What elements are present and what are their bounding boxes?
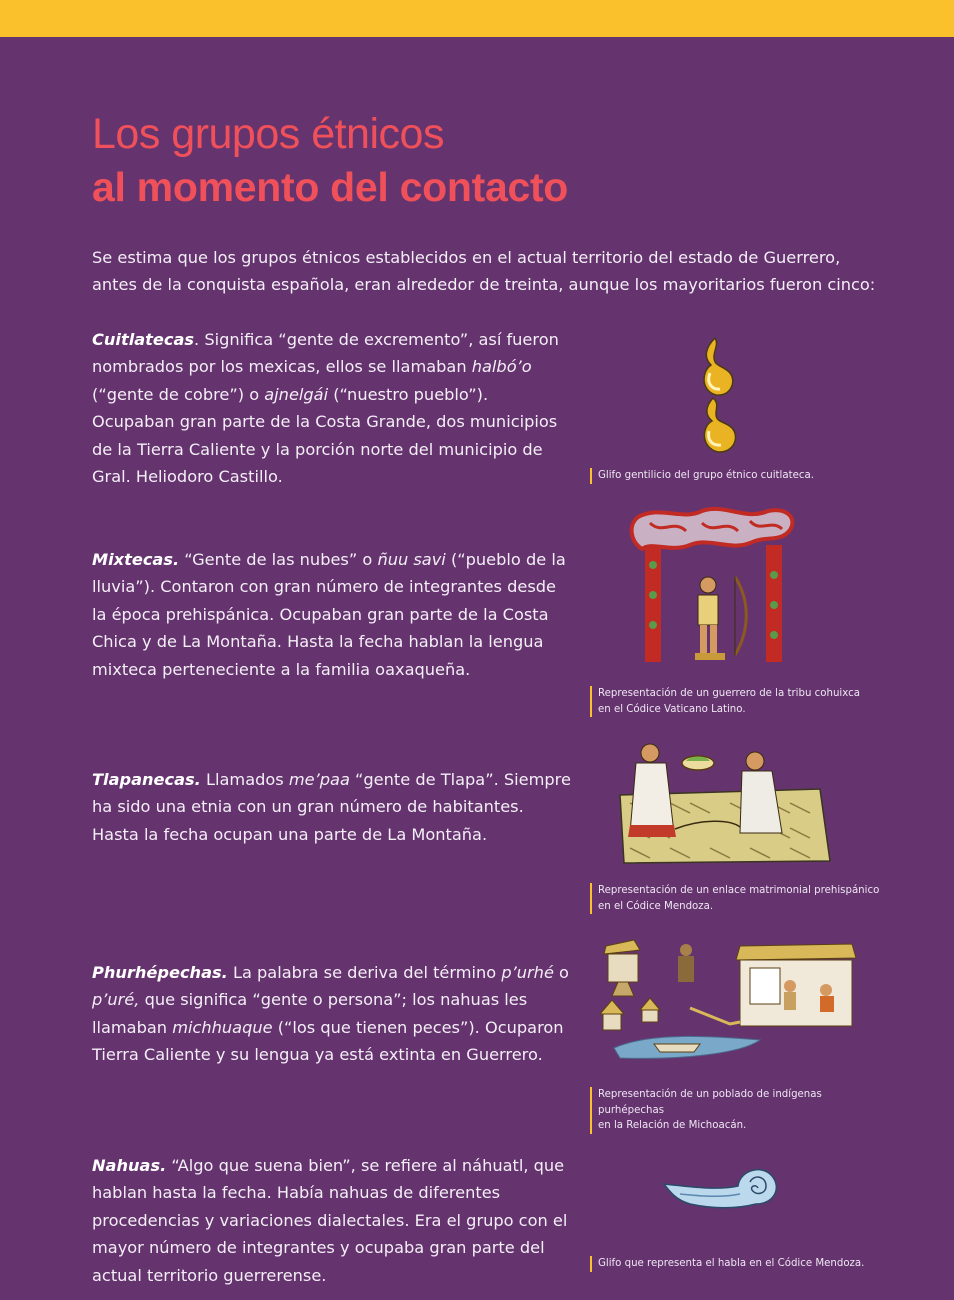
intro-paragraph: Se estima que los grupos étnicos establecidos en el actual territorio del estado de Guerrero, antes de la conquista española, eran alrededor de treinta, aunque los mayoritarios fueron cinco: bbox=[92, 248, 876, 294]
entry-term: halbó’o bbox=[471, 357, 532, 377]
village-codex-illustration bbox=[590, 936, 880, 1071]
entry-text: (“gente de cobre”) o bbox=[92, 384, 265, 404]
entry-text: “gente de Tlapa”. Siempre ha sido una etnia con un gran número de habitantes. Hasta la fecha ocupan una parte de La Montaña. bbox=[92, 770, 571, 844]
entry-text: o bbox=[553, 963, 569, 982]
title-line-1: Los grupos étnicos bbox=[92, 110, 444, 158]
entry-text: (“nuestro pueblo”). Ocupaban gran parte de la Costa Grande, dos municipios de la Tierra Caliente y la porción norte del municipio de Gral. Heliodoro Castillo. bbox=[92, 384, 558, 487]
entry-phurhepechas bbox=[92, 959, 572, 1069]
entry-text: Llamados bbox=[200, 770, 289, 789]
entry-text: (“pueblo de la lluvia”). Contaron con gran número de integrantes desde la época prehispánica. Ocupaban gran parte de la Costa Chica y de La Montaña. Hasta la fecha hablan la lengua mixteca perteneciente a la familia oaxaqueña. bbox=[92, 550, 566, 679]
caption-line: Representación de un guerrero de la tribu cohuixca bbox=[598, 688, 860, 699]
figure-cuitlateca-glyph bbox=[590, 335, 880, 460]
entry-tlapanecas bbox=[92, 766, 572, 848]
entry-text: “Gente de las nubes” o bbox=[179, 550, 378, 569]
entry-text: (“los que tienen peces”). Ocuparon Tierra Caliente y su lengua ya está extinta en Guerrero. bbox=[92, 1017, 564, 1065]
entry-mixtecas bbox=[92, 546, 572, 683]
entry-nahuas bbox=[92, 1152, 572, 1289]
entry-name: Tlapanecas. bbox=[92, 770, 201, 789]
entry-text: La palabra se deriva del término bbox=[227, 963, 502, 982]
entry-name: Phurhépechas. bbox=[92, 963, 228, 982]
entry-term: p’urhé bbox=[501, 963, 554, 982]
caption-nahua: Glifo que representa el habla en el Códice Mendoza. bbox=[590, 1256, 888, 1272]
caption-mixteca bbox=[590, 686, 888, 717]
page-title bbox=[92, 108, 912, 214]
caption-line: en la Relación de Michoacán. bbox=[598, 1120, 747, 1131]
caption-line: Representación de un poblado de indígenas purhépechas bbox=[598, 1089, 822, 1116]
caption-purhepecha bbox=[590, 1087, 888, 1134]
caption-cuitlateca: Glifo gentilicio del grupo étnico cuitlateca. bbox=[590, 468, 888, 484]
entry-term: me’paa bbox=[288, 770, 350, 789]
entry-name: Cuitlatecas bbox=[92, 330, 195, 349]
entry-name: Mixtecas. bbox=[92, 550, 180, 569]
entry-text: . Significa “gente de excremento”, así fueron nombrados por los mexicas, ellos se llamaban bbox=[92, 330, 559, 377]
figure-purhepecha-village bbox=[590, 936, 880, 1071]
marriage-codex-illustration bbox=[590, 733, 880, 868]
entry-term: p’uré, bbox=[92, 990, 140, 1010]
caption-line: en el Códice Mendoza. bbox=[598, 900, 714, 912]
figure-mixteca-warrior bbox=[590, 505, 880, 670]
caption-tlapaneca bbox=[590, 883, 888, 914]
cuitlateca-glyph-icon bbox=[590, 335, 880, 460]
entry-name: Nahuas. bbox=[92, 1156, 167, 1175]
caption-line: en el Códice Vaticano Latino. bbox=[598, 703, 746, 715]
caption-line: Representación de un enlace matrimonial prehispánico bbox=[598, 885, 880, 896]
top-band bbox=[0, 0, 954, 37]
figure-tlapaneca-marriage bbox=[590, 733, 880, 868]
speech-scroll-icon bbox=[590, 1160, 880, 1240]
cohuixca-warrior-illustration bbox=[590, 505, 880, 670]
entry-text: “Algo que suena bien”, se refiere al náhuatl, que hablan hasta la fecha. Había nahuas de diferentes procedencias y variaciones dialectales. Era el grupo con el mayor número de integrantes y ocupaba gran parte del actual territorio guerrerense. bbox=[92, 1156, 568, 1285]
entry-cuitlatecas bbox=[92, 326, 572, 490]
entry-term: michhuaque bbox=[172, 1017, 273, 1037]
entry-text: que significa “gente o persona”; los nahuas les llamaban bbox=[92, 990, 528, 1037]
figure-nahua-speech-glyph bbox=[590, 1160, 880, 1240]
entry-term: ñuu savi bbox=[377, 550, 446, 569]
title-line-2: al momento del contacto bbox=[92, 164, 569, 210]
entry-term: ajnelgái bbox=[264, 384, 329, 404]
